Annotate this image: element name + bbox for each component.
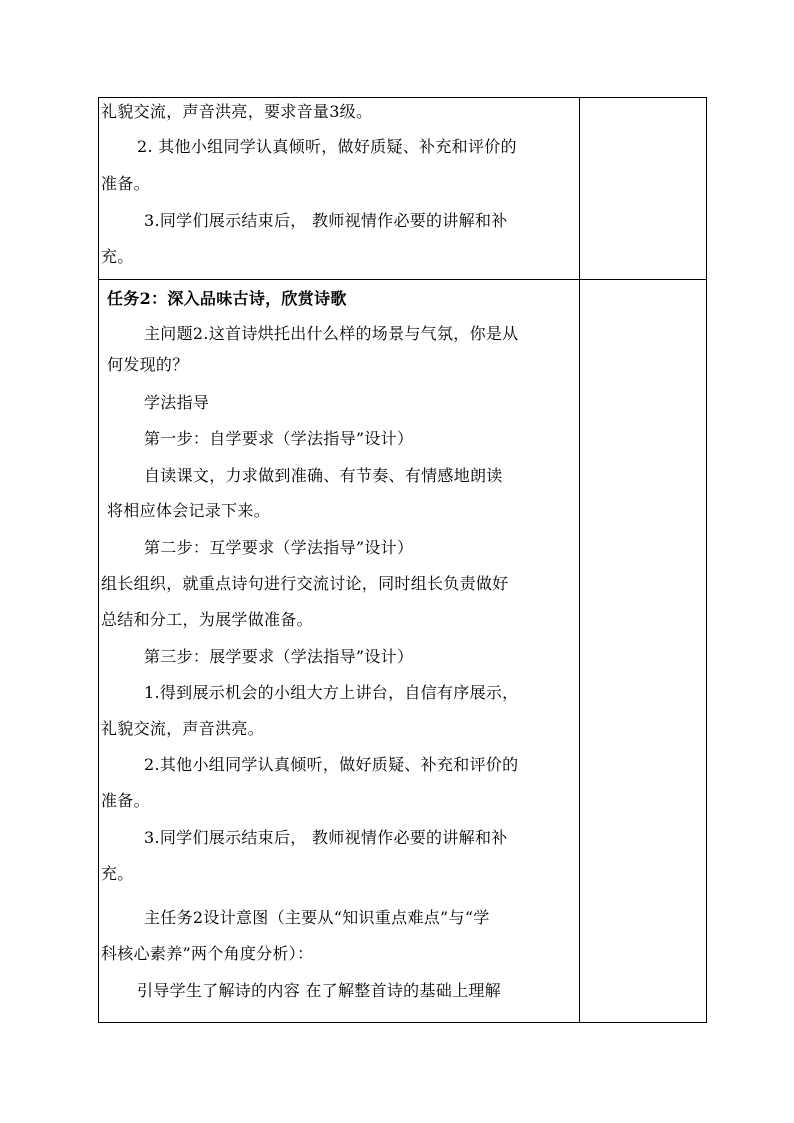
text-line: 组长组织，就重点诗句进行交流讨论，同时组长负责做好 bbox=[101, 574, 509, 593]
text-line: 3.同学们展示结束后， 教师视情作必要的讲解和补 bbox=[144, 211, 508, 230]
text-line: 充。 bbox=[101, 247, 134, 266]
text-line: 将相应体会记录下来。 bbox=[107, 501, 271, 520]
text-line: 礼貌交流，声音洪亮。 bbox=[101, 719, 265, 738]
text-line: 充。 bbox=[101, 864, 134, 883]
text-line: 科核心素养”两个角度分析）： bbox=[101, 944, 314, 963]
text-line: 主问题2.这首诗烘托出什么样的场景与气氛，你是从 bbox=[144, 324, 519, 343]
text-line: 自读课文，力求做到准确、有节奏、有情感地朗读 bbox=[144, 466, 503, 485]
text-line: 2. 其他小组同学认真倾听，做好质疑、补充和评价的 bbox=[137, 137, 517, 156]
text-line: 准备。 bbox=[101, 174, 150, 193]
text-line: 主任务2设计意图（主要从“知识重点难点”与“学 bbox=[144, 908, 490, 927]
table-row bbox=[99, 98, 707, 280]
text-line: 第三步：展学要求（学法指导”设计） bbox=[144, 647, 414, 666]
notes-cell bbox=[579, 98, 706, 280]
text-line: 总结和分工，为展学做准备。 bbox=[101, 610, 313, 629]
text-line: 2.其他小组同学认真倾听，做好质疑、补充和评价的 bbox=[144, 755, 519, 774]
text-line: 礼貌交流，声音洪亮，要求音量3级。 bbox=[101, 102, 373, 121]
text-line: 准备。 bbox=[101, 791, 150, 810]
text-line: 第一步：自学要求（学法指导”设计） bbox=[144, 429, 414, 448]
task-heading: 任务2：深入品味古诗，欣赏诗歌 bbox=[107, 289, 347, 308]
text-line: 3.同学们展示结束后， 教师视情作必要的讲解和补 bbox=[144, 828, 508, 847]
text-line: 学法指导 bbox=[144, 393, 210, 412]
text-line: 何发现的？ bbox=[107, 355, 189, 374]
table-row bbox=[99, 280, 707, 1023]
content-cell bbox=[99, 280, 580, 1023]
text-line: 1.得到展示机会的小组大方上讲台，自信有序展示， bbox=[144, 683, 519, 702]
content-cell bbox=[99, 98, 580, 280]
text-line: 第二步：互学要求（学法指导”设计） bbox=[144, 538, 414, 557]
text-line: 引导学生了解诗的内容 在了解整首诗的基础上理解 bbox=[137, 981, 501, 1000]
lesson-plan-table bbox=[98, 97, 707, 1023]
notes-cell bbox=[579, 280, 706, 1023]
